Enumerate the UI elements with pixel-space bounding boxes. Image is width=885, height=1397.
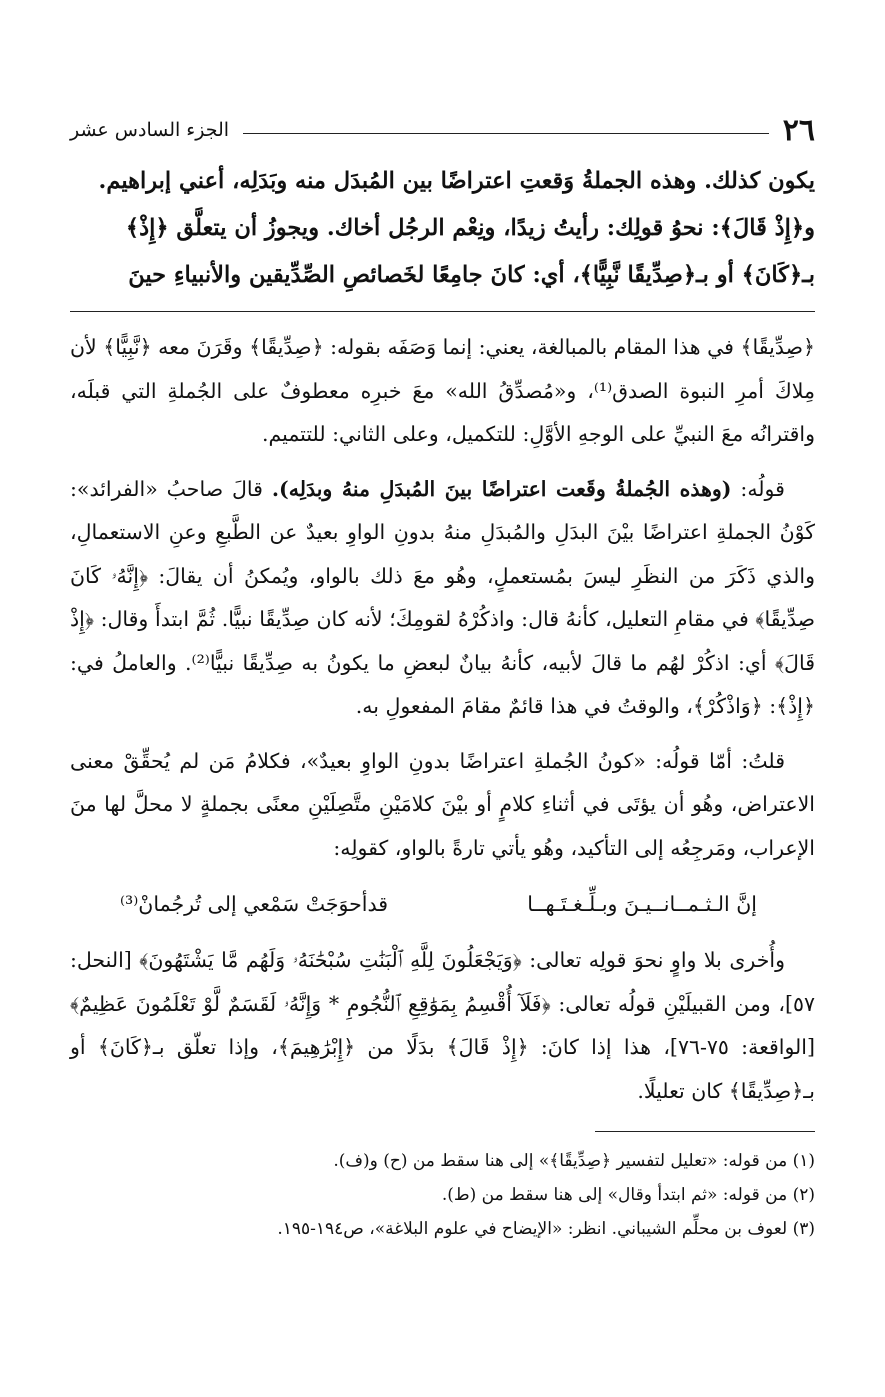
text-separator	[70, 311, 815, 312]
page-number: ٢٦	[782, 112, 815, 148]
verse-second-hemistich: قدأحوَجَتْ سَمْعي إلى تُرجُمانْ⁽³⁾	[120, 892, 389, 916]
commentary-paragraph: قلتُ: أمّا قولُه: «كونُ الجُملةِ اعتراضًا بدونِ الواوِ بعيدٌ»، فكلامُ مَن لم يُحقِّقْ معنى الاعتراض، وهُو أن يؤتَى في أثناءِ كلامٍ أو بيْنَ كلامَيْنِ متَّصِلَيْنِ معنًى بجملةٍ لا محلَّ لها منَ الإعراب، ومَرجِعُه إلى التأكيد، وهُو يأتي تارةً بالواو، كقولِه:	[70, 748, 815, 860]
part-title: الجزء السادس عشر	[70, 119, 230, 141]
commentary-paragraph: ﴿صِدِّيقًا﴾ في هذا المقام بالمبالغة، يعني: إنما وَصَفَه بقوله: ﴿صِدِّيقًا﴾ وقَرَنَ معه ﴿نَّبِيًّا﴾ لأن مِلاكَ أمرِ النبوة الصدق⁽¹⁾، و«مُصدِّقُ الله» معَ خبرِه معطوفٌ على الجُملةِ التي قبلَه، واقترانُه معَ النبيِّ على الوجهِ الأوَّلِ: للتكميل، وعلى الثاني: للتتميم.	[70, 335, 815, 446]
commentary-paragraph: وأُخرى بلا واوٍ نحوَ قولِه تعالى: ﴿وَيَجْعَلُونَ لِلَّهِ ٱلْبَنَٰتِ سُبْحَٰنَهُۥ وَلَهُم مَّا يَشْتَهُونَ﴾ [النحل: ٥٧]، ومن القبيلَيْنِ قولُه تعالى: ﴿فَلَآ أُقْسِمُ بِمَوَٰقِعِ ٱلنُّجُومِ * وَإِنَّهُۥ لَقَسَمٌ لَّوْ تَعْلَمُونَ عَظِيمٌ﴾ [الواقعة: ٧٥-٧٦]، هذا إذا كانَ: ﴿إِذْ قَالَ﴾ بدَلًا من ﴿إِبْرَٰهِيمَ﴾، وإذا تعلّق بـ﴿كَانَ﴾ أو بـ﴿صِدِّيقًا﴾ كان تعليلًا.	[70, 948, 815, 1103]
main-text	[70, 158, 815, 299]
header-rule	[243, 133, 769, 134]
verse-first-hemistich: إنَّ الـثـمــانــيـنَ وبـلِّـغـتَـهــا	[527, 892, 757, 916]
footnote: (١) من قوله: «تعليل لتفسير ﴿صِدِّيقًا﴾» إلى هنا سقط من (ح) و(ف).	[333, 1151, 815, 1171]
main-text-line: بـ﴿كَانَ﴾ أو بـ﴿صِدِّيقًا نَّبِيًّا﴾، أي: كانَ جامِعًا لخَصائصِ الصِّدِّيقين والأنبياءِ حينَ	[128, 262, 815, 288]
footnote: (٢) من قوله: «ثم ابتدأ وقال» إلى هنا سقط من (ط).	[441, 1185, 815, 1205]
main-text-line: و﴿إِذْ قَالَ﴾: نحوُ قولِك: رأيتُ زيدًا، ونِعْم الرجُل أخاك. ويجوزُ أن يتعلَّق ﴿إِذْ﴾	[125, 215, 815, 241]
main-text-line: يكون كذلك. وهذه الجملةُ وَقعتِ اعتراضًا بين المُبدَل منه وبَدَلِه، أعني إبراهيم.	[98, 168, 815, 194]
footnotes	[70, 1144, 815, 1246]
commentary	[70, 326, 815, 1113]
page-header	[70, 110, 815, 150]
commentary-paragraph	[70, 468, 815, 729]
commentary-text: قالَ صاحبُ «الفرائد»: كَوْنُ الجملةِ اعتراضًا بيْنَ البدَلِ والمُبدَلِ منهُ بدونِ الواوِ بعيدٌ عن الطَّبعِ وعنِ الاستعمالِ، والذي ذَكَرَ من النظَرِ ليسَ بمُستعملٍ، وهُو معَ ذلك بالواو، ويُمكنُ أن يقالَ: ﴿إِنَّهُۥ كَانَ صِدِّيقًا﴾ في مقامِ التعليل، كأنهُ قال: واذكُرْهُ لقومِكَ؛ لأنه كان صِدِّيقًا نبيًّا. ثُمَّ ابتدأَ وقال: ﴿إِذْ قَالَ﴾ أي: اذكُرْ لهُم ما قالَ لأبيه، كأنهُ بيانٌ لبعضِ ما يكونُ به صِدِّيقًا نبيًّا⁽²⁾. والعاملُ في: ﴿إِذْ﴾: ﴿وَاذْكُرْ﴾، والوقتُ في هذا قائمٌ مقامَ المفعولِ به.	[70, 476, 815, 718]
poetry-verse	[70, 881, 815, 927]
quote-label: قولُه:	[740, 476, 785, 501]
footnote-separator	[595, 1131, 815, 1132]
footnote: (٣) لعوف بن محلِّم الشيباني. انظر: «الإيضاح في علوم البلاغة»، ص١٩٤-١٩٥.	[277, 1219, 815, 1239]
quoted-text: (وهذه الجُملةُ وقَعت اعتراضًا بينَ المُبدَلِ منهُ وبدَلِه).	[271, 476, 732, 501]
book-page	[70, 110, 815, 1246]
